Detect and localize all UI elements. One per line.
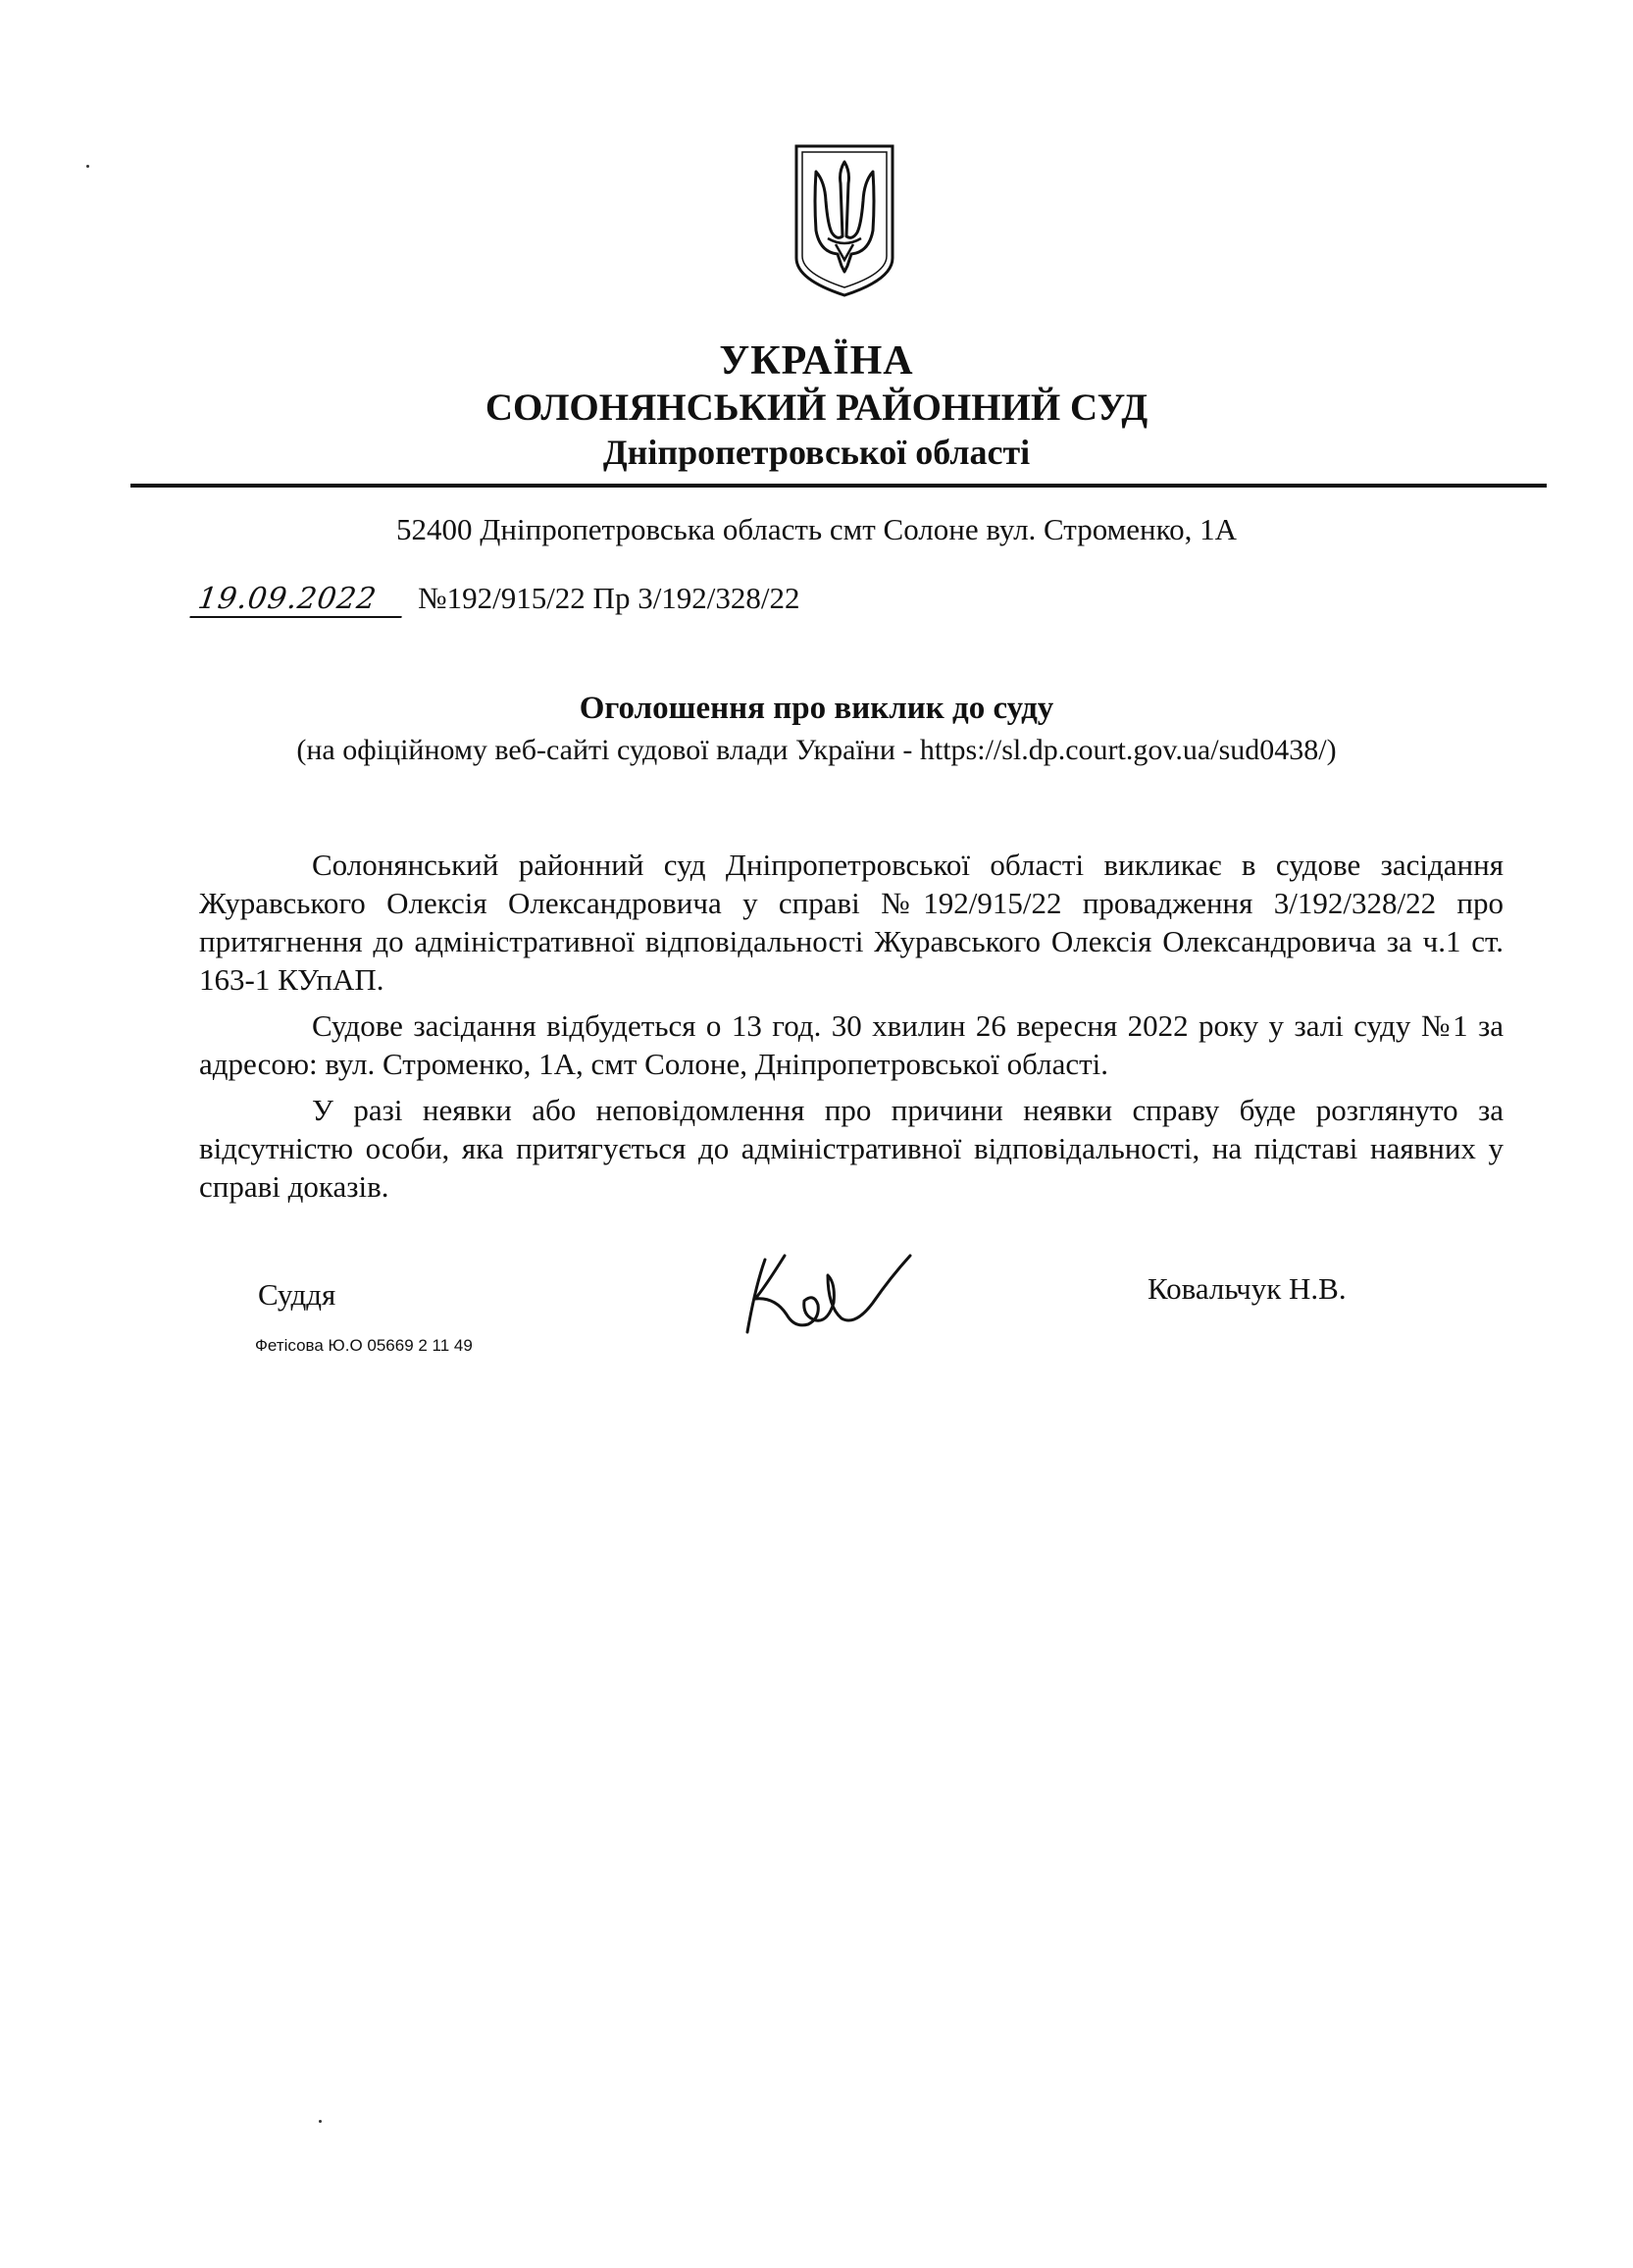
notice-body (199, 846, 1504, 1213)
handwritten-signature-icon (726, 1238, 922, 1346)
body-paragraph: У разі неявки або неповідомлення про причини неявки справу буде розглянуто за відсутністю особи, яка притягується до адміністративної відповідальності, на підставі наявних у справі доказів. (199, 1093, 1504, 1204)
scan-speck (319, 2120, 322, 2123)
country-heading: УКРАЇНА (719, 338, 914, 384)
reference-line (192, 581, 800, 618)
handwritten-date: 19.09.2022 (189, 582, 406, 618)
court-address: 52400 Дніпропетровська область смт Солоне вул. Строменко, 1А (396, 512, 1237, 546)
signer-name: Ковальчук Н.В. (1148, 1271, 1347, 1306)
executor-contact: Фетісова Ю.О 05669 2 11 49 (255, 1336, 473, 1355)
header-divider (130, 484, 1547, 488)
case-number: №192/915/22 Пр 3/192/328/22 (418, 581, 800, 615)
scan-speck (86, 165, 89, 168)
document-title: Оголошення про виклик до суду (579, 691, 1054, 726)
trident-emblem-icon (792, 142, 896, 299)
body-paragraph: Судове засідання відбудеться о 13 год. 30 хвилин 26 вересня 2022 року у залі суду №1 за адресою: вул. Строменко, 1А, смт Солоне, Дніпропетровської області. (199, 1008, 1504, 1081)
signer-role: Суддя (258, 1277, 336, 1312)
body-paragraph: Солонянський районний суд Дніпропетровської області викликає в судове засідання Журавського Олексія Олександровича у справі №192/915/22 провадження 3/192/328/22 про притягнення до адміністративної відповідальності Журавського Олексія Олександровича за ч.1 ст. 163-1 КУпАП. (199, 848, 1504, 997)
document-subtitle: (на офіційному веб-сайті судової влади України - https://sl.dp.court.gov.ua/sud0438/) (296, 734, 1337, 766)
region-heading: Дніпропетровської області (602, 433, 1031, 472)
court-name-heading: СОЛОНЯНСЬКИЙ РАЙОННИЙ СУД (485, 387, 1148, 429)
